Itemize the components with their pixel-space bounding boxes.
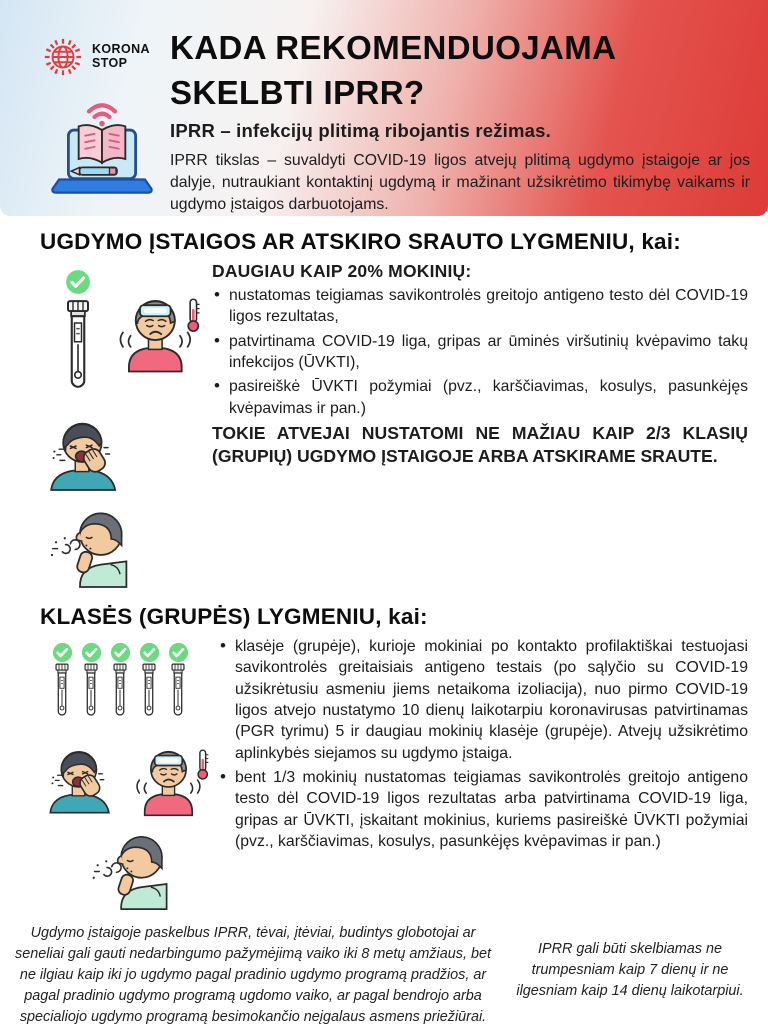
footnote-duration: IPRR gali būti skelbiamas ne trumpesniam kaip 7 dienų ir ne ilgesniam kaip 14 dienų laikotarpiui. [516, 941, 744, 1000]
section2-content [218, 636, 748, 911]
test-tube-check-icon [79, 642, 103, 721]
main-content [0, 229, 768, 911]
section2-bullet-list [218, 636, 748, 852]
bullet-item: • bent 1/3 mokinių nustatomas teigiamas savikontrolės greitojo antigeno testo dėl COVID-19 ligos rezultatas arba patvirtinama COVID-19 liga, gripas ar ŪVKTI, įskaitant mokinius, kuriems pasireiškė ŪVKTI požymiai (pvz., karščiavimas, kosulys, pasunkėjęs kvėpavimas ir pan.) [218, 767, 748, 852]
coughing-person-icon [40, 735, 128, 817]
test-tube-check-icon [58, 269, 98, 400]
bullet-item: • patvirtinama COVID-19 liga, gripas ar ūminės viršutinių kvėpavimo takų infekcijos (ŪVKTI), [212, 331, 748, 374]
section2-heading: KLASĖS (GRUPĖS) LYGMENIU, kai: [40, 604, 428, 629]
five-test-tubes-check-icons [40, 636, 218, 721]
footnote-caregivers: Ugdymo įstaigoje paskelbus IPRR, tėvai, įtėviai, budintys globotojai ar seneliai gali gauti nedarbingumo pažymėjimą vaiko iki 8 metų amžiaus, bet ne ilgiau kaip iki jo ugdymo pagal pradinio ugdymo programą pradžios, ar pagal pradinio ugdymo programą ugdomo vaiko, ar pagal bendrojo arba specialiojo ugdymo programą besimokančio neįgalaus asmens priežiūrai. [15, 925, 491, 1026]
virus-icon [42, 36, 84, 78]
check-circle-icon [65, 269, 91, 295]
test-tube-icon [58, 296, 98, 400]
test-tube-check-icon [108, 642, 132, 721]
sneezing-person-icon [82, 821, 176, 911]
section1-emphasis: TOKIE ATVEJAI NUSTATOMI NE MAŽIAU KAIP 2/3 KLASIŲ (GRUPIŲ) UGDYMO ĮSTAIGOJE ARBA ATSKIRAME SRAUTE. [212, 422, 748, 467]
section1-icons [40, 261, 212, 588]
logo-text: KORONA STOP [92, 42, 150, 70]
section1-subheading: DAUGIAU KAIP 20% MOKINIŲ: [212, 261, 472, 281]
bullet-item: • nustatomas teigiamas savikontrolės greitojo antigeno testo dėl COVID-19 ligos rezultatas, [212, 285, 748, 328]
test-tube-check-icon [137, 642, 161, 721]
sneezing-person-icon [40, 498, 136, 588]
section1-heading: UGDYMO ĮSTAIGOS AR ATSKIRO SRAUTO LYGMENIU, kai: [40, 229, 681, 254]
page-title: KADA REKOMENDUOJAMA SKELBTI IPRR? [170, 29, 617, 111]
korona-stop-logo [42, 36, 150, 78]
laptop-book-icon [46, 88, 158, 202]
coughing-person-icon [40, 406, 136, 494]
section1-content [212, 261, 748, 588]
section1-bullet-list [212, 285, 748, 419]
footer-notes [0, 911, 768, 1028]
bullet-item: • klasėje (grupėje), kurioje mokiniai po kontakto profilaktiškai testuojasi savikontrolės greitaisiais antigeno testais (po sąlyčio su COVID-19 užsikrėtusiu asmeniu jiems netaikoma izoliacija), nuo pirmo COVID-19 ligos atvejo nustatymo 10 dienų laikotarpiu koronavirusas patvirtinamas (PGR tyrimu) 5 ir daugiau mokinių klasėje (grupėje). Atvejų užsikrėtimo aplinkybės siejamos su ugdymo įstaiga. [218, 636, 748, 764]
fever-person-icon [106, 283, 208, 375]
fever-person-icon [124, 735, 216, 819]
bullet-item: • pasireiškė ŪVKTI požymiai (pvz., karščiavimas, kosulys, pasunkėjęs kvėpavimas ir pan.) [212, 376, 748, 419]
section2 [40, 636, 748, 911]
header-banner [0, 0, 768, 216]
section1 [40, 261, 748, 588]
test-tube-check-icon [50, 642, 74, 721]
intro-paragraph: IPRR tikslas – suvaldyti COVID-19 ligos atvejų plitimą ugdymo įstaigoje ar jos dalyje, nutraukiant kontaktinį ugdymą ir mažinant užsikrėtimo tikimybę vaikams ir ugdymo įstaigos darbuotojams. [170, 152, 750, 213]
test-tube-check-icon [166, 642, 190, 721]
header-text [170, 26, 750, 215]
page-subtitle: IPRR – infekcijų plitimą ribojantis režimas. [170, 120, 551, 142]
section2-icons [40, 636, 218, 911]
